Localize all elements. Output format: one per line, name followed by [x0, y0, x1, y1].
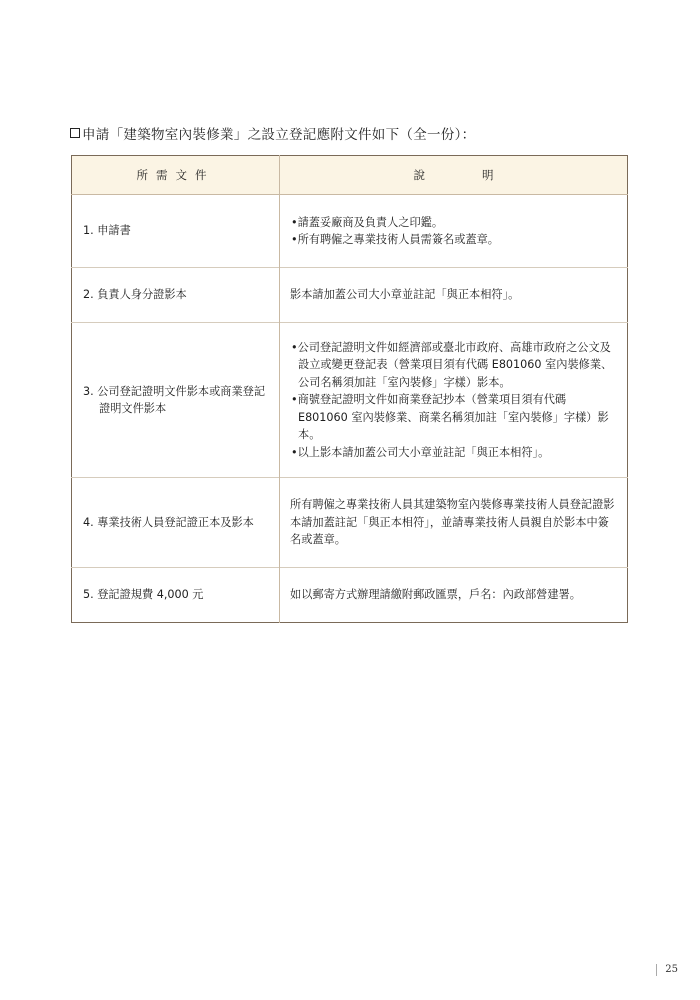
note-item: •請蓋妥廠商及負責人之印鑑。 — [291, 215, 444, 229]
notes-cell — [280, 268, 628, 323]
page-number: 25 — [656, 964, 678, 976]
document-label: 2. 負責人身分證影本 — [83, 288, 187, 302]
note-item: 如以郵寄方式辦理請繳附郵政匯票，戶名：內政部營建署。 — [290, 588, 581, 602]
document-cell — [72, 195, 280, 268]
section-heading — [70, 123, 475, 143]
document-label: 4. 專業技術人員登記證正本及影本 — [83, 515, 254, 529]
note-item: 影本請加蓋公司大小章並註記「與正本相符」。 — [290, 288, 520, 302]
document-label: 1. 申請書 — [83, 224, 131, 238]
checkbox-square-icon — [70, 128, 80, 138]
note-item: •所有聘僱之專業技術人員需簽名或蓋章。 — [291, 233, 499, 246]
table-row — [72, 478, 628, 568]
table-row — [72, 323, 628, 478]
table-row — [72, 568, 628, 623]
document-cell — [72, 323, 280, 478]
notes-cell — [280, 478, 628, 568]
header-description: 說明 — [280, 156, 628, 195]
notes-cell — [280, 195, 628, 268]
table-header-row — [72, 156, 628, 195]
notes-cell — [280, 568, 628, 623]
required-documents-table — [71, 155, 628, 623]
note-item: •公司登記證明文件如經濟部或臺北市政府、高雄市政府之公文及設立或變更登記表（營業項目須有代碼 E801060 室內裝修業、公司名稱須加註「室內裝修」字樣）影本。 — [291, 340, 613, 389]
header-required-documents: 所需文件 — [72, 156, 280, 195]
document-label: 3. 公司登記證明文件影本或商業登記證明文件影本 — [83, 384, 266, 415]
document-cell — [72, 568, 280, 623]
note-item: •商號登記證明文件如商業登記抄本（營業項目須有代碼 E801060 室內裝修業、商業名稱須加註「室內裝修」字樣）影本。 — [291, 393, 609, 442]
note-item: •以上影本請加蓋公司大小章並註記「與正本相符」。 — [291, 445, 550, 459]
section-heading-text: 申請「建築物室內裝修業」之設立登記應附文件如下（全一份）： — [82, 127, 476, 143]
document-cell — [72, 268, 280, 323]
notes-cell — [280, 323, 628, 478]
table-row — [72, 195, 628, 268]
document-cell — [72, 478, 280, 568]
table-row — [72, 268, 628, 323]
note-item: 所有聘僱之專業技術人員其建築物室內裝修專業技術人員登記證影本請加蓋註記「與正本相符」，並請專業技術人員親自於影本中簽名或蓋章。 — [290, 498, 615, 547]
document-label: 5. 登記證規費 4,000 元 — [83, 588, 204, 602]
